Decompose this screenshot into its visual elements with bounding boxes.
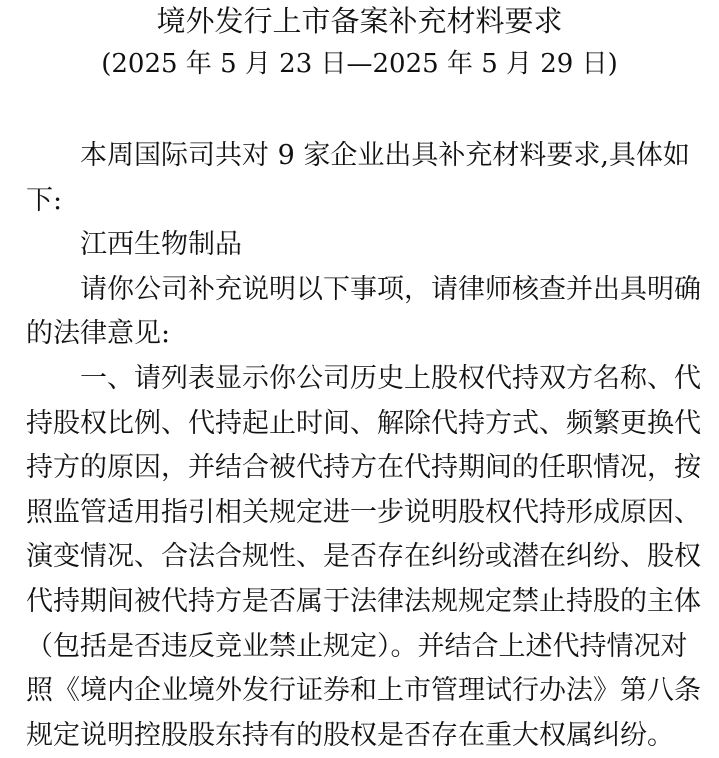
company-name: 江西生物制品 xyxy=(80,229,242,261)
item-1-paragraph: 一、请列表显示你公司历史上股权代持双方名称、代持股权比例、代持起止时间、解除代持方式、频繁更换代持方的原因，并结合被代持方在代持期间的任职情况，按照监管适用指引相关规定进一步说明股权代持形成原因、演变情况、合法合规性、是否存在纠纷或潜在纠纷、股权代持期间被代持方是否属于法律法规规定禁止持股的主体（包括是否违反竞业禁止规定）。并结合上述代持情况对照《境内企业境外发行证券和上市管理试行办法》第八条规定说明控股股东持有的股权是否存在重大权属纠纷。 xyxy=(26,362,701,751)
date-range: (2025 年 5 月 23 日—2025 年 5 月 29 日) xyxy=(101,49,618,79)
request-intro-paragraph: 请你公司补充说明以下事项，请律师核查并出具明确的法律意见: xyxy=(26,273,701,350)
intro-paragraph: 本周国际司共对 9 家企业出具补充材料要求,具体如下: xyxy=(26,140,690,216)
document-title: 境外发行上市备案补充材料要求 xyxy=(156,4,563,38)
document-body xyxy=(26,134,706,758)
